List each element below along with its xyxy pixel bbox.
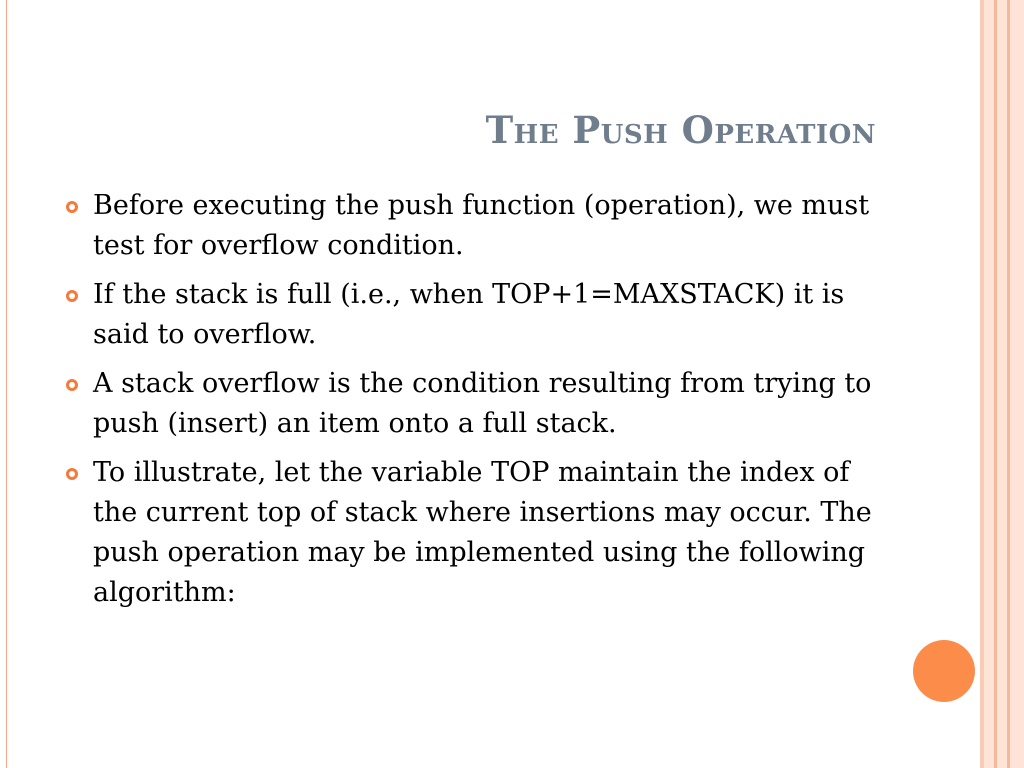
circle-bullet-icon [66, 201, 78, 213]
right-decorative-band [997, 0, 1007, 768]
bullet-text: To illustrate, let the variable TOP maintain the index of the current top of stack where insertions may occur. The push operation may be implemented using the following algorithm: [93, 457, 872, 608]
bullet-item [64, 186, 884, 266]
bullet-list [64, 186, 884, 622]
slide-title: The Push Operation [485, 108, 876, 152]
circle-bullet-icon [66, 379, 78, 391]
bullet-text: If the stack is full (i.e., when TOP+1=MAXSTACK) it is said to overflow. [93, 279, 845, 350]
right-decorative-band [1010, 0, 1024, 768]
bullet-text: Before executing the push function (operation), we must test for overflow condition. [93, 190, 870, 261]
bullet-text: A stack overflow is the condition resulting from trying to push (insert) an item onto a full stack. [93, 368, 872, 439]
right-decorative-band [984, 0, 994, 768]
bullet-item [64, 364, 884, 444]
circle-bullet-icon [66, 290, 78, 302]
bullet-item [64, 453, 884, 613]
bullet-item [64, 275, 884, 355]
left-border-line [6, 0, 7, 768]
circle-bullet-icon [66, 468, 78, 480]
decorative-circle-icon [913, 640, 975, 702]
